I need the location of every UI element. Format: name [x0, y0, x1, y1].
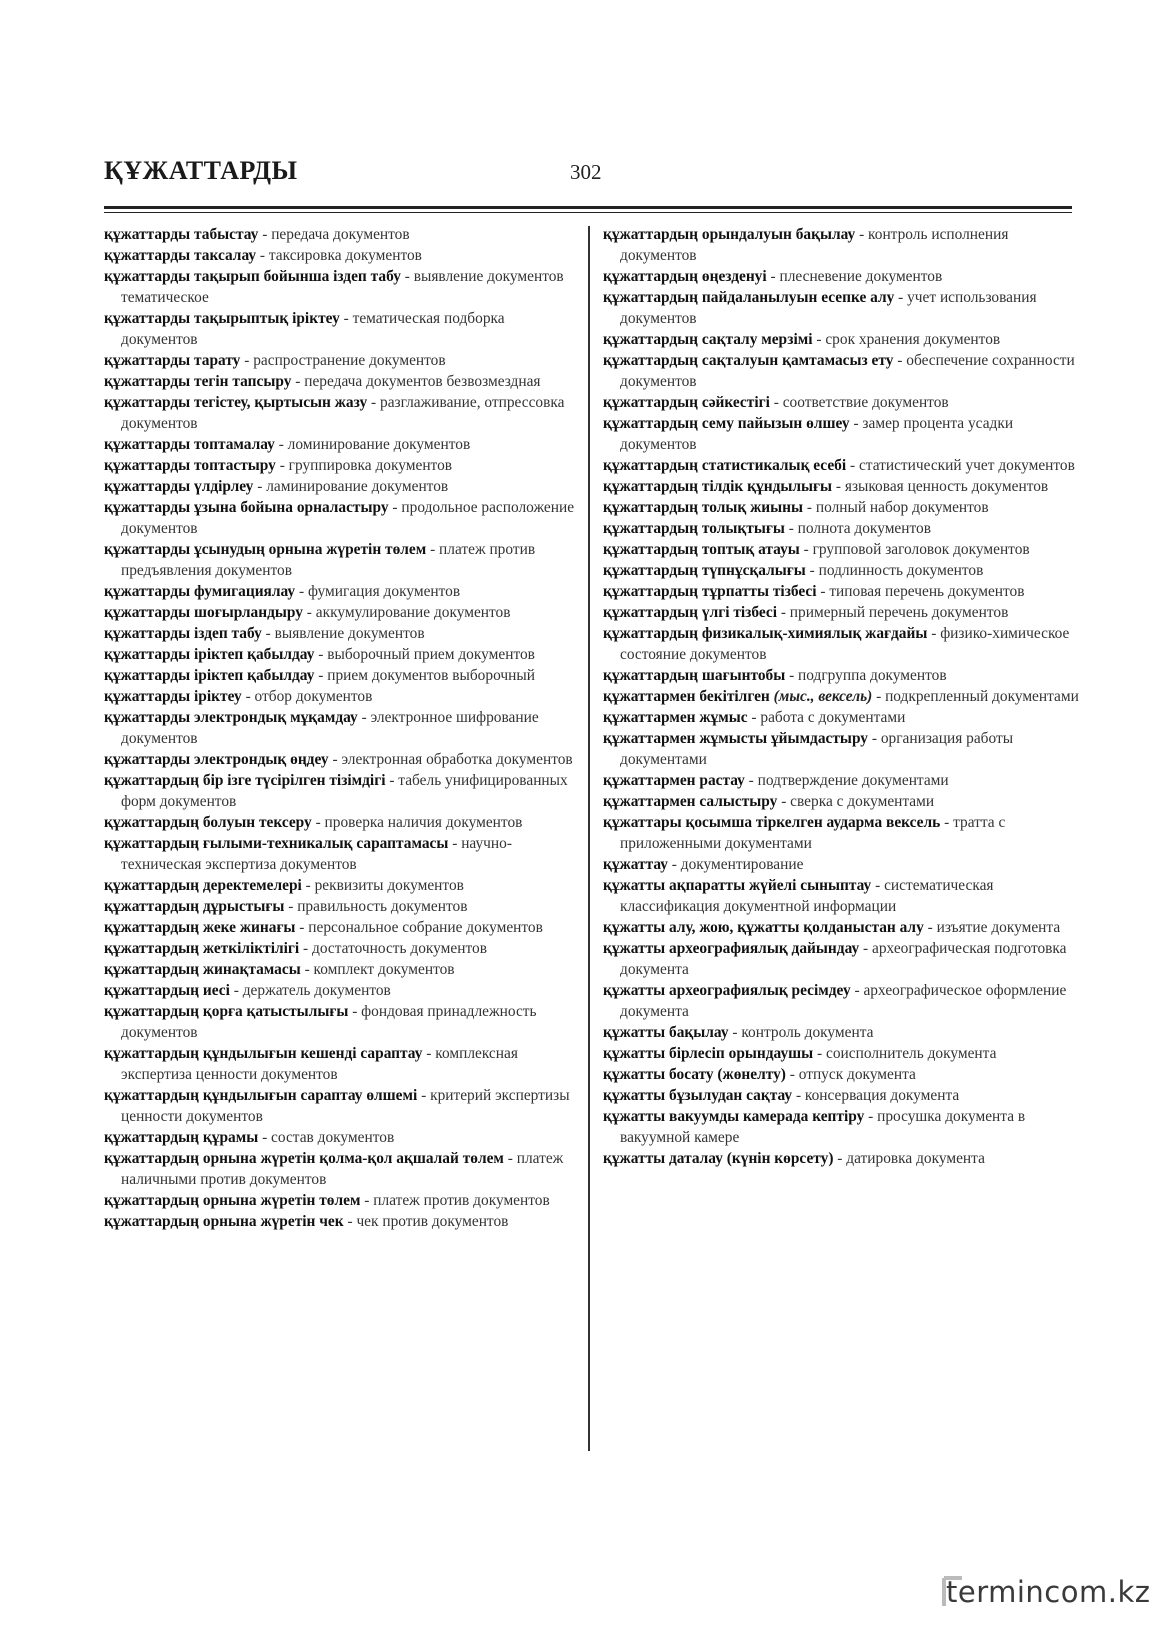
- dictionary-entry: [104, 1043, 582, 1085]
- entry-term: құжаттардың құндылығын сараптау өлшемі: [104, 1087, 418, 1104]
- entry-term: құжаттардың жеткіліктілігі: [104, 940, 300, 957]
- entry-translation: - комплект документов: [300, 961, 455, 978]
- site-logo: [940, 1572, 1151, 1616]
- dictionary-entry: [104, 539, 582, 581]
- entry-term: құжаттардың орнына жүретін чек: [104, 1213, 344, 1230]
- entry-translation: - таксировка документов: [256, 247, 422, 264]
- entry-term: құжаттардың шағынтобы: [603, 667, 786, 684]
- dictionary-entry: [603, 875, 1081, 917]
- entry-term: құжаттармен бекітілген: [603, 688, 770, 705]
- entry-term: құжаттармен жұмысты ұйымдастыру: [603, 730, 868, 747]
- entry-term: құжаттарды үлдірлеу: [104, 478, 254, 495]
- entry-translation: - ламинирование документов: [253, 478, 449, 495]
- entry-term: құжаттардың статистикалық есебі: [603, 457, 847, 474]
- entry-term: құжатты алу, жою, құжатты қолданыстан алу: [603, 919, 924, 936]
- entry-term: құжаттарды таксалау: [104, 247, 257, 264]
- entry-term: құжаттардың деректемелері: [104, 877, 302, 894]
- entry-translation: - полный набор документов: [803, 499, 989, 516]
- column-divider: [588, 226, 590, 1451]
- dictionary-entry: [104, 665, 582, 686]
- entry-translation: - критерий экспертизы ценности документов: [121, 1087, 570, 1125]
- entry-translation: - реквизиты документов: [301, 877, 464, 894]
- logo-text: termincom.kz: [946, 1575, 1151, 1609]
- dictionary-entry: [104, 1190, 582, 1211]
- entry-term: құжаттау: [603, 856, 668, 873]
- dictionary-entry: [603, 1106, 1081, 1148]
- dictionary-entry: [603, 728, 1081, 770]
- dictionary-entry: [603, 476, 1081, 497]
- entry-translation: - распространение документов: [240, 352, 446, 369]
- dictionary-entry: [603, 581, 1081, 602]
- entry-translation: - передача документов: [258, 226, 410, 243]
- page-number: 302: [570, 160, 602, 184]
- entry-term: құжаттардың толықтығы: [603, 520, 785, 537]
- entry-term: құжаттарды іріктеп қабылдау: [104, 667, 315, 684]
- dictionary-entry: [104, 476, 582, 497]
- entry-translation: - фондовая принадлежность документов: [121, 1003, 537, 1041]
- dictionary-entry: [104, 1001, 582, 1043]
- entry-translation: - тематическая подборка документов: [121, 310, 505, 348]
- entry-term: құжатты вакуумды камерада кептіру: [603, 1108, 865, 1125]
- entry-term: құжаттарды іріктеп қабылдау: [104, 646, 315, 663]
- dictionary-entry: [603, 497, 1081, 518]
- dictionary-entry: [603, 686, 1081, 707]
- entry-note: (мыс., вексель): [769, 688, 873, 705]
- entry-translation: - персональное собрание документов: [295, 919, 543, 936]
- entry-term: құжаттарды ұзына бойына орналастыру: [104, 499, 389, 516]
- entry-translation: - языковая ценность документов: [832, 478, 1049, 495]
- entry-term: құжаттардың орнына жүретін төлем: [104, 1192, 361, 1209]
- entry-term: құжаттарды тегін тапсыру: [104, 373, 292, 390]
- entry-term: құжаттардың топтық атауы: [603, 541, 800, 558]
- dictionary-entry: [104, 602, 582, 623]
- entry-translation: - подлинность документов: [805, 562, 984, 579]
- left-column: [104, 224, 582, 1232]
- entry-term: құжаттарды электрондық мұқамдау: [104, 709, 358, 726]
- dictionary-entry: [104, 1085, 582, 1127]
- dictionary-entry: [104, 875, 582, 896]
- dictionary-entry: [603, 1148, 1081, 1169]
- entry-translation: - ломинирование документов: [274, 436, 471, 453]
- entry-term: құжаттары қосымша тіркелген аудармa вексель: [603, 814, 941, 831]
- entry-term: құжаттардың сему пайызын өлшеу: [603, 415, 850, 432]
- dictionary-entry: [603, 392, 1081, 413]
- dictionary-entry: [603, 287, 1081, 329]
- entry-translation: - обеспечение сохранности документов: [620, 352, 1075, 390]
- entry-translation: - примерный перечень документов: [776, 604, 1009, 621]
- entry-translation: - отпуск документа: [785, 1066, 916, 1083]
- dictionary-entry: [104, 434, 582, 455]
- entry-translation: - типовая перечень документов: [816, 583, 1025, 600]
- dictionary-entry: [603, 791, 1081, 812]
- entry-term: құжаттардың бір ізге түсірілген тізімдігі: [104, 772, 386, 789]
- entry-term: құжаттардың толық жиыны: [603, 499, 804, 516]
- entry-translation: - разглаживание, отпрессовка документов: [121, 394, 565, 432]
- dictionary-entry: [104, 455, 582, 476]
- entry-term: құжаттардың орындалуын бақылау: [603, 226, 856, 243]
- entry-term: құжаттарды шоғырландыру: [104, 604, 303, 621]
- entry-term: құжаттарды тақырыптық іріктеу: [104, 310, 340, 327]
- dictionary-entry: [104, 644, 582, 665]
- entry-term: құжаттардың жеке жинағы: [104, 919, 296, 936]
- entry-term: құжаттарды тегістеу, қыртысын жазу: [104, 394, 368, 411]
- entry-translation: - фумигация документов: [295, 583, 461, 600]
- entry-translation: - физико-химическое состояние документов: [620, 625, 1070, 663]
- entry-translation: - контроль исполнения документов: [620, 226, 1009, 264]
- entry-translation: - электронная обработка документов: [328, 751, 573, 768]
- entry-term: құжаттардың қорға қатыстылығы: [104, 1003, 349, 1020]
- dictionary-entry: [104, 959, 582, 980]
- entry-translation: - срок хранения документов: [812, 331, 1001, 348]
- entry-translation: - передача документов безвозмездная: [291, 373, 541, 390]
- dictionary-entry: [603, 665, 1081, 686]
- entry-term: құжатты даталау (күнін көрсету): [603, 1150, 834, 1167]
- dictionary-entry: [603, 812, 1081, 854]
- header-rule-thin: [104, 212, 1072, 213]
- entry-translation: - группировка документов: [275, 457, 453, 474]
- dictionary-entry: [104, 224, 582, 245]
- dictionary-entry: [104, 770, 582, 812]
- entry-translation: - соисполнитель документа: [813, 1045, 997, 1062]
- entry-translation: - отбор документов: [241, 688, 373, 705]
- dictionary-entry: [104, 371, 582, 392]
- entry-translation: - электронное шифрование документов: [121, 709, 539, 747]
- dictionary-entry: [104, 497, 582, 539]
- entry-translation: - достаточность документов: [299, 940, 487, 957]
- entry-term: құжатты археографиялық дайындау: [603, 940, 860, 957]
- dictionary-entry: [603, 707, 1081, 728]
- entry-translation: - групповой заголовок документов: [799, 541, 1030, 558]
- entry-term: құжаттардың сақталуын қамтамасыз ету: [603, 352, 894, 369]
- dictionary-entry: [603, 560, 1081, 581]
- entry-translation: - археографическая подготовка документа: [620, 940, 1067, 978]
- dictionary-entry: [104, 749, 582, 770]
- entry-term: құжатты бұзылудан сақтау: [603, 1087, 793, 1104]
- page-header-title: ҚҰЖАТТАРДЫ: [104, 156, 298, 185]
- entry-translation: - выявление документов тематическое: [121, 268, 564, 306]
- entry-translation: - датировка документа: [833, 1150, 985, 1167]
- header-rule-thick: [104, 206, 1072, 209]
- dictionary-entry: [104, 1148, 582, 1190]
- entry-term: құжаттарды топтамалау: [104, 436, 275, 453]
- entry-translation: - статистический учет документов: [846, 457, 1075, 474]
- entry-term: құжаттардың физикалық-химиялық жағдайы: [603, 625, 928, 642]
- entry-term: құжаттармен жұмыс: [603, 709, 748, 726]
- entry-translation: - контроль документа: [728, 1024, 874, 1041]
- entry-term: құжаттардың орнына жүретін қолма-қол ақшалай төлем: [104, 1150, 504, 1167]
- entry-translation: - научно-техническая экспертиза документов: [121, 835, 512, 873]
- entry-translation: - систематическая классификация документной информации: [620, 877, 994, 915]
- entry-term: құжаттардың өңезденуі: [603, 268, 767, 285]
- dictionary-entry: [603, 518, 1081, 539]
- entry-term: құжаттардың түпнұсқалығы: [603, 562, 806, 579]
- dictionary-entry: [603, 1085, 1081, 1106]
- entry-translation: - тратта с приложенными документами: [620, 814, 1006, 852]
- entry-translation: - выявление документов: [261, 625, 425, 642]
- dictionary-entry: [603, 1064, 1081, 1085]
- entry-term: құжаттарды тақырып бойынша іздеп табу: [104, 268, 401, 285]
- entry-translation: - подтверждение документами: [744, 772, 949, 789]
- entry-translation: - правильность документов: [284, 898, 468, 915]
- entry-translation: - замер процента усадки документов: [620, 415, 1014, 453]
- dictionary-entry: [603, 350, 1081, 392]
- entry-term: құжаттарды топтастыру: [104, 457, 276, 474]
- entry-translation: - выборочный прием документов: [314, 646, 535, 663]
- entry-translation: - соответствие документов: [769, 394, 949, 411]
- entry-term: құжаттардың ғылыми-техникалық сараптамасы: [104, 835, 449, 852]
- dictionary-entry: [104, 392, 582, 434]
- dictionary-entry: [104, 245, 582, 266]
- entry-term: құжаттардың сәйкестігі: [603, 394, 770, 411]
- entry-term: құжатты бақылау: [603, 1024, 729, 1041]
- entry-translation: - изъятие документа: [923, 919, 1061, 936]
- entry-translation: - археографическое оформление документа: [620, 982, 1067, 1020]
- entry-translation: - продольное расположение документов: [121, 499, 575, 537]
- entry-translation: - консервация документа: [792, 1087, 960, 1104]
- dictionary-entry: [603, 917, 1081, 938]
- entry-term: құжаттардың иесі: [104, 982, 230, 999]
- entry-translation: - просушка документа в вакуумной камере: [620, 1108, 1026, 1146]
- dictionary-entry: [603, 455, 1081, 476]
- entry-translation: - держатель документов: [229, 982, 391, 999]
- entry-translation: - подкрепленный документами: [872, 688, 1079, 705]
- entry-translation: - проверка наличия документов: [311, 814, 523, 831]
- entry-translation: - полнота документов: [784, 520, 931, 537]
- dictionary-entry: [104, 980, 582, 1001]
- entry-term: құжаттарды ұсынудың орнына жүретін төлем: [104, 541, 427, 558]
- dictionary-entry: [603, 224, 1081, 266]
- entry-translation: - платеж против документов: [360, 1192, 550, 1209]
- dictionary-entry: [603, 623, 1081, 665]
- entry-term: құжаттардың үлгі тізбесі: [603, 604, 777, 621]
- dictionary-entry: [603, 413, 1081, 455]
- entry-translation: - комплексная экспертиза ценности документов: [121, 1045, 518, 1083]
- dictionary-entry: [603, 602, 1081, 623]
- entry-term: құжаттардың тұрпатты тізбесі: [603, 583, 817, 600]
- dictionary-entry: [603, 539, 1081, 560]
- entry-translation: - работа с документами: [747, 709, 906, 726]
- entry-term: құжаттардың болуын тексеру: [104, 814, 312, 831]
- dictionary-entry: [104, 896, 582, 917]
- dictionary-entry: [603, 980, 1081, 1022]
- dictionary-entry: [104, 917, 582, 938]
- entry-term: құжаттардың құрамы: [104, 1129, 259, 1146]
- entry-translation: - документирование: [667, 856, 804, 873]
- entry-translation: - подгруппа документов: [785, 667, 947, 684]
- entry-term: құжаттардың сақталу мерзімі: [603, 331, 813, 348]
- entry-translation: - платеж против предъявления документов: [121, 541, 536, 579]
- entry-term: құжаттарды іздеп табу: [104, 625, 262, 642]
- entry-translation: - учет использования документов: [620, 289, 1037, 327]
- entry-term: құжатты бірлесіп орындаушы: [603, 1045, 814, 1062]
- entry-term: құжаттарды электрондық өңдеу: [104, 751, 329, 768]
- entry-term: құжаттардың тілдік құндылығы: [603, 478, 833, 495]
- entry-translation: - сверка с документами: [777, 793, 935, 810]
- entry-term: құжаттардың құндылығын кешенді сараптау: [104, 1045, 423, 1062]
- dictionary-entry: [104, 1127, 582, 1148]
- dictionary-entry: [104, 623, 582, 644]
- dictionary-entry: [104, 1211, 582, 1232]
- dictionary-entry: [104, 581, 582, 602]
- entry-translation: - чек против документов: [343, 1213, 509, 1230]
- entry-translation: - платеж наличными против документов: [121, 1150, 564, 1188]
- entry-term: құжаттарды тарату: [104, 352, 241, 369]
- entry-translation: - табель унифицированных форм документов: [121, 772, 568, 810]
- dictionary-entry: [104, 833, 582, 875]
- dictionary-entry: [104, 266, 582, 308]
- entry-term: құжатты ақпаратты жүйелі сыныптау: [603, 877, 872, 894]
- entry-term: құжаттарды табыстау: [104, 226, 259, 243]
- dictionary-entry: [603, 1043, 1081, 1064]
- dictionary-entry: [603, 770, 1081, 791]
- dictionary-entry: [104, 686, 582, 707]
- entry-translation: - плесневение документов: [766, 268, 943, 285]
- dictionary-entry: [104, 938, 582, 959]
- entry-term: құжаттарды іріктеу: [104, 688, 242, 705]
- entry-term: құжаттармен растау: [603, 772, 745, 789]
- entry-translation: - аккумулирование документов: [302, 604, 511, 621]
- entry-term: құжатты босату (жөнелту): [603, 1066, 786, 1083]
- dictionary-entry: [603, 266, 1081, 287]
- entry-term: құжаттардың дұрыстығы: [104, 898, 285, 915]
- entry-translation: - состав документов: [258, 1129, 395, 1146]
- entry-translation: - организация работы документами: [620, 730, 1014, 768]
- dictionary-entry: [603, 329, 1081, 350]
- dictionary-entry: [603, 1022, 1081, 1043]
- dictionary-entry: [104, 812, 582, 833]
- entry-term: құжаттарды фумигациялау: [104, 583, 296, 600]
- entry-term: құжатты археографиялық ресімдеу: [603, 982, 851, 999]
- dictionary-entry: [603, 854, 1081, 875]
- entry-term: құжаттармен салыстыру: [603, 793, 778, 810]
- entry-term: құжаттардың пайдаланылуын есепке алу: [603, 289, 895, 306]
- right-column: [603, 224, 1081, 1169]
- entry-term: құжаттардың жинақтамасы: [104, 961, 301, 978]
- entry-translation: - прием документов выборочный: [314, 667, 535, 684]
- dictionary-entry: [104, 707, 582, 749]
- dictionary-entry: [104, 350, 582, 371]
- dictionary-entry: [104, 308, 582, 350]
- dictionary-entry: [603, 938, 1081, 980]
